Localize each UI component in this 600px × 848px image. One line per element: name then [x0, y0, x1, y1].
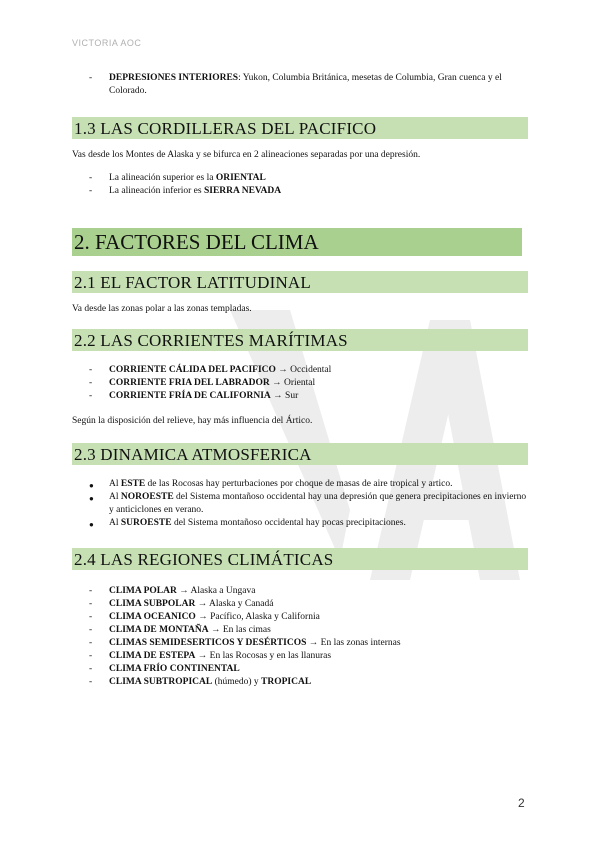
- list-item-text: Al: [109, 492, 121, 502]
- dash-marker: -: [89, 612, 93, 622]
- list-item-text: La alineación superior es la: [109, 173, 216, 183]
- list-item-text: Al: [109, 479, 121, 489]
- list-item: [72, 585, 528, 598]
- list-item-bold: ESTE: [120, 479, 146, 489]
- document-body: [72, 60, 528, 689]
- list-item-text: → Pacífico, Alaska y California: [195, 612, 320, 622]
- list-item-bold: CORRIENTE FRIA DEL LABRADOR: [109, 378, 270, 388]
- list-item-bold: CLIMA POLAR: [109, 586, 177, 596]
- list-item: [72, 390, 528, 403]
- list-item-text: : Yukon, Columbia Británica, mesetas de Columbia, Gran cuenca y el Colorado.: [109, 73, 502, 96]
- list-item: [72, 611, 528, 624]
- list-item: [72, 598, 528, 611]
- list-item: [72, 377, 528, 390]
- list-item-bold: NOROESTE: [120, 492, 174, 502]
- list-item-text: → Alaska a Ungava: [176, 586, 256, 596]
- list-item-bold: CLIMA SUBTROPICAL: [109, 677, 213, 687]
- section-heading-2-2: 2.2 LAS CORRIENTES MARÍTIMAS: [72, 329, 528, 351]
- section-heading-1-3: 1.3 LAS CORDILLERAS DEL PACIFICO: [72, 117, 528, 139]
- list-item-text: → En las Rocosas y en las llanuras: [195, 651, 332, 661]
- list-item: [72, 185, 528, 198]
- list-item-text: La alineación inferior es: [109, 186, 204, 196]
- section-2-1-paragraph: Va desde las zonas polar a las zonas templadas.: [72, 304, 252, 314]
- list-item-text: (húmedo) y: [212, 677, 262, 687]
- list-item-text: → Occidental: [275, 365, 332, 375]
- section-heading-2-1: 2.1 EL FACTOR LATITUDINAL: [72, 271, 528, 293]
- section-1-3-paragraph: Vas desde los Montes de Alaska y se bifurca en 2 alineaciones separadas por una depresión.: [72, 150, 421, 160]
- list-item-bold: CLIMA FRÍO CONTINENTAL: [109, 664, 240, 674]
- dash-marker: -: [89, 677, 93, 687]
- dash-marker: -: [89, 73, 93, 83]
- bullet-dot-icon: ●: [89, 481, 94, 490]
- list-item-bold: CLIMA DE MONTAÑA: [109, 625, 209, 635]
- list-item: [72, 491, 528, 517]
- dash-marker: -: [89, 625, 93, 635]
- section-2-4-list: [72, 585, 528, 689]
- list-item-bold: CORRIENTE FRÍA DE CALIFORNIA: [109, 391, 271, 401]
- section-heading-2-4: 2.4 LAS REGIONES CLIMÁTICAS: [72, 548, 528, 570]
- dash-marker: -: [89, 365, 93, 375]
- list-item-text: → Alaska y Canadá: [195, 599, 274, 609]
- list-item-bold: CLIMA OCEANICO: [109, 612, 196, 622]
- list-item-text: del Sistema montañoso occidental hay pocas precipitaciones.: [171, 518, 406, 528]
- list-item-text: de las Rocosas hay perturbaciones por choque de masas de aire tropical y artico.: [145, 479, 453, 489]
- list-item-bold: TROPICAL: [261, 677, 312, 687]
- bullet-dot-icon: ●: [89, 494, 94, 503]
- list-item: [72, 637, 528, 650]
- list-item-text: del Sistema montañoso occidental hay una depresión que genera precipitaciones en invierno y anticiclones en verano.: [109, 492, 527, 515]
- list-item-text: → En las zonas internas: [306, 638, 401, 648]
- list-item-bold: ORIENTAL: [215, 173, 266, 183]
- section-1-3-list: [72, 172, 528, 198]
- list-item: [72, 478, 528, 491]
- section-2-3-list: [72, 478, 528, 530]
- section-2-2-paragraph: Según la disposición del relieve, hay más influencia del Ártico.: [72, 416, 313, 426]
- list-item-bold: CLIMA DE ESTEPA: [109, 651, 196, 661]
- list-item-bold: CORRIENTE CÁLIDA DEL PACIFICO: [109, 365, 276, 375]
- list-item-text: Al: [109, 518, 121, 528]
- list-item-text: → En las cimas: [208, 625, 271, 635]
- list-item: [72, 624, 528, 637]
- list-item: [72, 663, 528, 676]
- dash-marker: -: [89, 638, 93, 648]
- list-item-bold: SUROESTE: [120, 518, 172, 528]
- author-watermark: VICTORIA AOC: [72, 38, 142, 48]
- dash-marker: -: [89, 664, 93, 674]
- dash-marker: -: [89, 173, 93, 183]
- list-item: [72, 517, 528, 530]
- section-2-2-list: [72, 364, 528, 403]
- list-item-text: → Sur: [270, 391, 299, 401]
- list-item: [72, 72, 528, 98]
- chapter-heading-2: 2. FACTORES DEL CLIMA: [72, 228, 522, 256]
- dash-marker: -: [89, 378, 93, 388]
- list-item: [72, 650, 528, 663]
- list-item-bold: SIERRA NEVADA: [203, 186, 282, 196]
- list-item-bold: CLIMA SUBPOLAR: [109, 599, 196, 609]
- dash-marker: -: [89, 586, 93, 596]
- intro-list: [72, 72, 528, 98]
- list-item: [72, 172, 528, 185]
- bullet-dot-icon: ●: [89, 520, 94, 529]
- dash-marker: -: [89, 391, 93, 401]
- dash-marker: -: [89, 651, 93, 661]
- list-item-bold: CLIMAS SEMIDESERTICOS Y DESÉRTICOS: [109, 638, 307, 648]
- list-item-bold: DEPRESIONES INTERIORES: [109, 73, 239, 83]
- dash-marker: -: [89, 599, 93, 609]
- list-item: [72, 364, 528, 377]
- list-item: [72, 676, 528, 689]
- section-heading-2-3: 2.3 DINAMICA ATMOSFERICA: [72, 443, 528, 465]
- dash-marker: -: [89, 186, 93, 196]
- page-number: 2: [518, 796, 525, 810]
- list-item-text: → Oriental: [269, 378, 316, 388]
